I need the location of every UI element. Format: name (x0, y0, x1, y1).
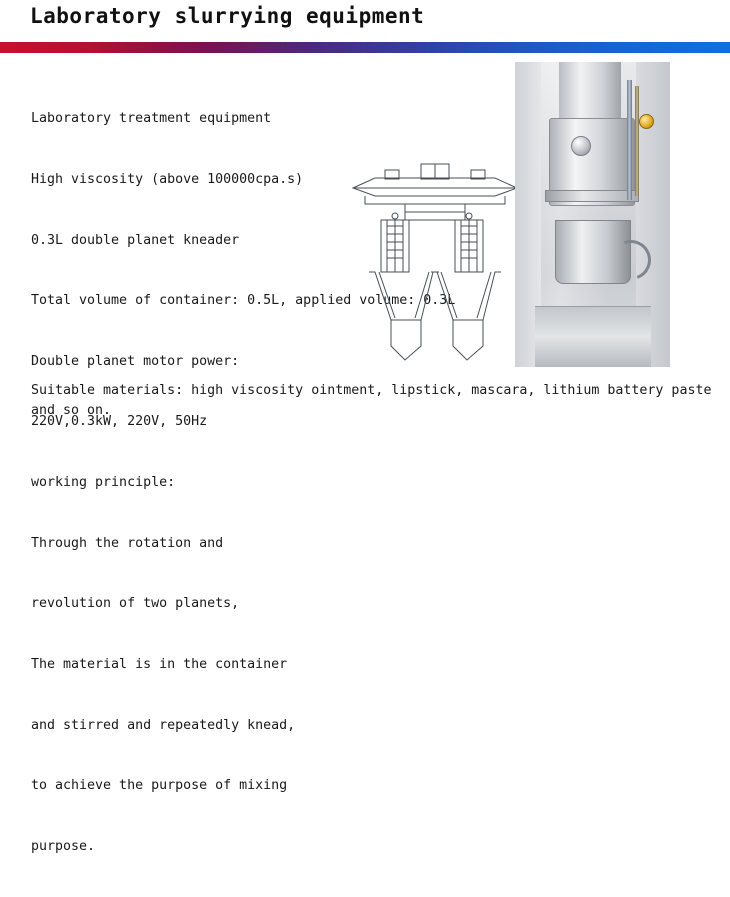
description-line: Double planet motor power: (31, 353, 240, 369)
photo-pressure-gauge (639, 114, 654, 129)
description-line: and stirred and repeatedly knead, (31, 717, 296, 733)
footer-line: Suitable materials: high viscosity ointment, lipstick, mascara, lithium battery paste (31, 383, 712, 398)
description-line: High viscosity (above 100000cpa.s) (31, 172, 304, 188)
kneader-line-drawing (345, 160, 525, 365)
page-title: Laboratory slurrying equipment (30, 4, 425, 28)
photo-knob (571, 136, 591, 156)
photo-pipe-primary (627, 80, 632, 200)
description-line: Laboratory treatment equipment (31, 111, 272, 127)
photo-upper-column (559, 62, 621, 123)
description-line: working principle: (31, 475, 176, 491)
photo-machine-base (535, 306, 651, 367)
description-line: to achieve the purpose of mixing (31, 778, 288, 794)
description-line: revolution of two planets, (31, 596, 240, 612)
description-line: purpose. (31, 838, 96, 854)
suitable-materials-block (31, 381, 712, 421)
equipment-photo (515, 62, 670, 367)
footer-line: and so on. (31, 403, 112, 419)
description-line: Through the rotation and (31, 535, 224, 551)
photo-vessel-flange (545, 190, 639, 202)
description-line: 220V,0.3kW, 220V, 50Hz (31, 414, 208, 430)
gradient-divider (0, 42, 730, 53)
kneader-schematic-svg (345, 160, 525, 365)
photo-pipe-secondary (635, 86, 639, 196)
description-line: 0.3L double planet kneader (31, 232, 240, 248)
description-line: Total volume of container: 0.5L, applied volume: 0.3L (31, 293, 456, 309)
description-line: The material is in the container (31, 656, 288, 672)
